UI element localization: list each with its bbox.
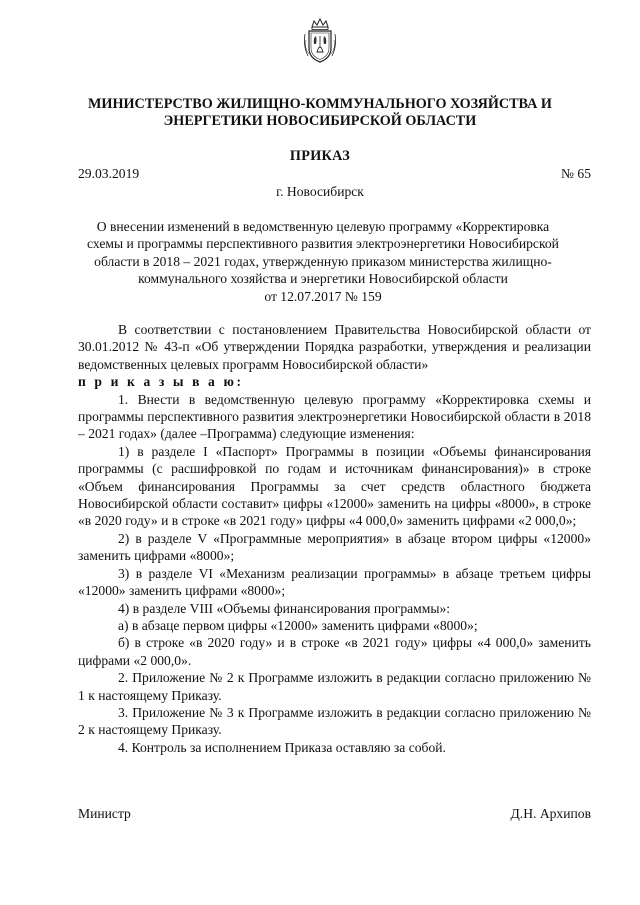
order-word: п р и к а з ы в а ю:: [78, 374, 244, 390]
order-number: № 65: [561, 166, 591, 181]
body-paragraph: а) в абзаце первом цифры «12000» заменить цифрами «8000»;: [118, 617, 478, 633]
coat-of-arms-icon: [303, 18, 337, 64]
body-paragraph: 3. Приложение № 3 к Программе изложить в редакции согласно приложению № 2 к настоящему Приказу.: [78, 704, 591, 738]
body-paragraph: 1. Внести в ведомственную целевую программу «Корректировка схемы и программы перспективного развития электроэнергетики Новосибирской области в 2018 – 2021 годах» (далее –Программа) следующие изменения:: [78, 391, 591, 442]
body-paragraph: 4) в разделе VIII «Объемы финансирования программы»:: [118, 600, 451, 616]
signatory-name: Д.Н. Архипов: [510, 806, 591, 821]
ministry-name-line1: МИНИСТЕРСТВО ЖИЛИЩНО-КОММУНАЛЬНОГО ХОЗЯЙСТВА И: [88, 96, 552, 112]
body-paragraph: 1) в разделе I «Паспорт» Программы в позиции «Объемы финансирования программы (с расшифровкой по годам и источникам финансирования)» в строке «Объем финансирования Программы за счет средств областного бюджета Новосибирской области составит» цифры «12000» заменить на цифры «8000», в строке «в 2020 году» и в строке «в 2021 году» цифры «4 000,0» заменить цифрами «2 000,0»;: [78, 443, 591, 529]
subject-line: от 12.07.2017 № 159: [264, 288, 382, 304]
body-paragraph: 4. Контроль за исполнением Приказа оставляю за собой.: [118, 739, 446, 755]
document-type-title: ПРИКАЗ: [289, 148, 351, 164]
body-paragraph: 3) в разделе VI «Механизм реализации программы» в абзаце третьем цифры «12000» заменить цифрами «8000»;: [78, 565, 591, 599]
order-body: [78, 321, 591, 756]
order-city: г. Новосибирск: [276, 184, 364, 199]
order-subject: [70, 218, 576, 305]
subject-line: коммунального хозяйства и энергетики Новосибирской области: [138, 271, 508, 287]
subject-line: О внесении изменений в ведомственную целевую программу «Корректировка: [96, 219, 550, 234]
subject-line: схемы и программы перспективного развития электроэнергетики Новосибирской: [87, 236, 559, 252]
body-paragraph: 2. Приложение № 2 к Программе изложить в редакции согласно приложению № 1 к настоящему Приказу.: [78, 670, 591, 703]
subject-line: области в 2018 – 2021 годах, утвержденную приказом министерства жилищно-: [94, 253, 552, 269]
body-paragraph: б) в строке «в 2020 году» и в строке «в 2021 году» цифры «4 000,0» заменить цифрами «2 000,0».: [78, 635, 591, 668]
intro-paragraph: В соответствии с постановлением Правительства Новосибирской области от 30.01.2012 № 43-п «Об утверждении Порядка разработки, утверждения и реализации ведомственных целевых программ Новосибирской области»: [78, 322, 591, 372]
order-date: 29.03.2019: [78, 166, 140, 181]
signatory-role: Министр: [78, 806, 131, 821]
body-paragraph: 2) в разделе V «Программные мероприятия» в абзаце втором цифры «12000» заменить цифрами «8000»;: [78, 530, 591, 564]
ministry-name-line2: ЭНЕРГЕТИКИ НОВОСИБИРСКОЙ ОБЛАСТИ: [163, 113, 477, 129]
ministry-name: [40, 96, 600, 130]
